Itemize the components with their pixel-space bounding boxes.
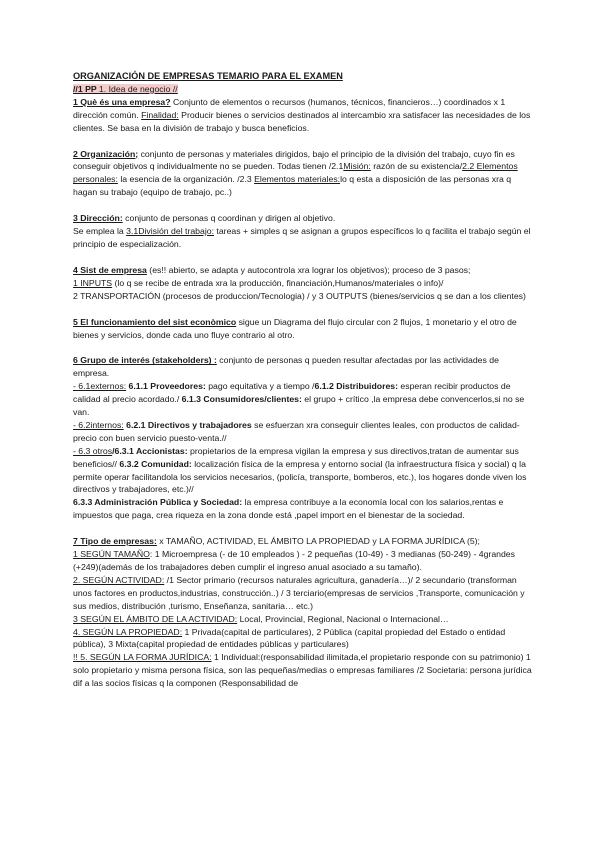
section-6-heading: 6 Grupo de interés (stakeholders) : [73, 355, 217, 366]
pp-header [73, 83, 533, 96]
section-7: 7 Tipo de empresas: x TAMAÑO, ACTIVIDAD, EL ÁMBITO LA PROPIEDAD y LA FORMA JURÍDICA (5); 1 SEGÚN TAMAÑO: 1 Microempresa (- de 10 empleados ) - 2 pequeñas (10-49) - 3 medianas (50-249) - 4grandes (+249)(además de los trabajadores deben cumplir el ingreso anual asociado a su tamaño). 2. SEGÚN ACTIVIDAD: /1 Sector primario (recursos naturales agricultura, ganadería…)/ 2 secundario (transforman unos factores en productos,industrias, construcción..) / 3 terciario(empresas de servicios ,Transporte, comunicación y sus medios, distribución ,turismo, Enseñanza, sanitaria… etc.) 3 SEGÚN EL ÁMBITO DE LA ACTIVIDAD: Local, Provincial, Regional, Nacional o Internacional… 4. SEGÚN LA PROPIEDAD: 1 Privada(capital de particulares), 2 Pública (capital propiedad del Estado o entidad pública), 3 Mixta(capital propiedad de entidades públicas y particulares) !! 5. SEGÚN LA FORMA JURÍDICA: 1 Individual:(responsabilidad ilimitada,el propietario responde con su patrimonio) 1 solo propietario y misma persona física, son las pequeñas/medias o empresas familiares /2 Societaria: persona jurídica dif a las socios físicas q la componen (Responsabilidad de [73, 536, 532, 689]
section-5-heading: 5 El funcionamiento del sist econòmico [73, 316, 237, 327]
section-3: 3 Dirección: conjunto de personas q coordinan y dirigen al objetivo. Se emplea la 3.1División del trabajo: tareas + simples q se asignan a grupos específicos lo q facilita el trabajo según el principio de especialización. [73, 213, 531, 249]
section-2: 2 Organización; conjunto de personas y materiales dirigidos, bajo el principio de la división del trabajo, cuyo fin es conseguir objetivos q individualmente no se pueden. Todas tienen /2.1Misión: razón de su existencia/2.2 Elementos personales: la esencia de la organización. /2.3 Elementos materiales:lo q esta a disposición de las personas xra q hagan su trabajo (equipo de trabajo, pc..) [73, 148, 518, 198]
section-5: 5 El funcionamiento del sist econòmico sigue un Diagrama del flujo circular con 2 flujos, 1 monetario y el otro de bienes y servicios, donde cada uno fluye contrario al otro. [73, 316, 517, 340]
section-3-heading: 3 Dirección: [73, 213, 123, 224]
section-1: 1 Què és una empresa? Conjunto de elementos o recursos (humanos, técnicos, financieros…) coordinados x 1 dirección común. Finalidad: Producir bienes o servicios destinados al intercambio xra satisfacer las necesidades de los clientes. Se basa en la división de trabajo y busca beneficios. [73, 96, 531, 133]
document-page [73, 70, 533, 690]
section-2-heading: 2 Organización; [73, 148, 139, 159]
section-7-heading: 7 Tipo de empresas: [73, 536, 157, 547]
pp-tag: //1 PP [73, 83, 99, 94]
pp-rest: 1. Idea de negocio // [98, 83, 178, 94]
page-title: ORGANIZACIÓN DE EMPRESAS TEMARIO PARA EL EXAMEN [73, 71, 343, 81]
section-1-heading: 1 Què és una empresa? [73, 96, 171, 107]
section-4-heading: 4 Sist de empresa [73, 264, 147, 275]
section-4: 4 Sist de empresa (es!! abierto, se adapta y autocontrola xra lograr los objetivos); proceso de 3 pasos; 1 INPUTS (lo q se recibe de entrada xra la producción, financiación,Humanos/materiales o info)/ 2 TRANSPORTACIÓN (procesos de produccion/Tecnologia) / y 3 OUTPUTS (bienes/servicios q se dan a los clientes) [73, 264, 526, 301]
section-6: 6 Grupo de interés (stakeholders) : conjunto de personas q pueden resultar afectadas por las actividades de empresa. - 6.1externos: 6.1.1 Proveedores: pago equitativa y a tiempo /6.1.2 Distribuidores: esperan recibir productos de calidad al precio acordado./ 6.1.3 Consumidores/clientes: el grupo + crítico ,la empresa debe convencerlos,si no se van. - 6.2internos: 6.2.1 Directivos y trabajadores se esfuerzan xra conseguir clientes leales, con productos de calidad-precio con buen servicio puesto-venta.// - 6.3 otros/6.3.1 Accionistas: propietarios de la empresa vigilan la empresa y sus directivos,tratan de aumentar sus beneficios// 6.3.2 Comunidad: localización física de la empresa y entorno social (la infraestructura física y social) q la permite operar facilitandola los servicios necesarios, (policía, transporte, bomberos, etc.), los hogares donde viven los directivos y trabajadores, etc.)// 6.3.3 Administración Pública y Sociedad: la empresa contribuye a la economía local con los salarios,rentas e impuestos que paga, crea riqueza en la zona donde está ,papel import en el bienestar de la sociedad. [73, 355, 527, 521]
